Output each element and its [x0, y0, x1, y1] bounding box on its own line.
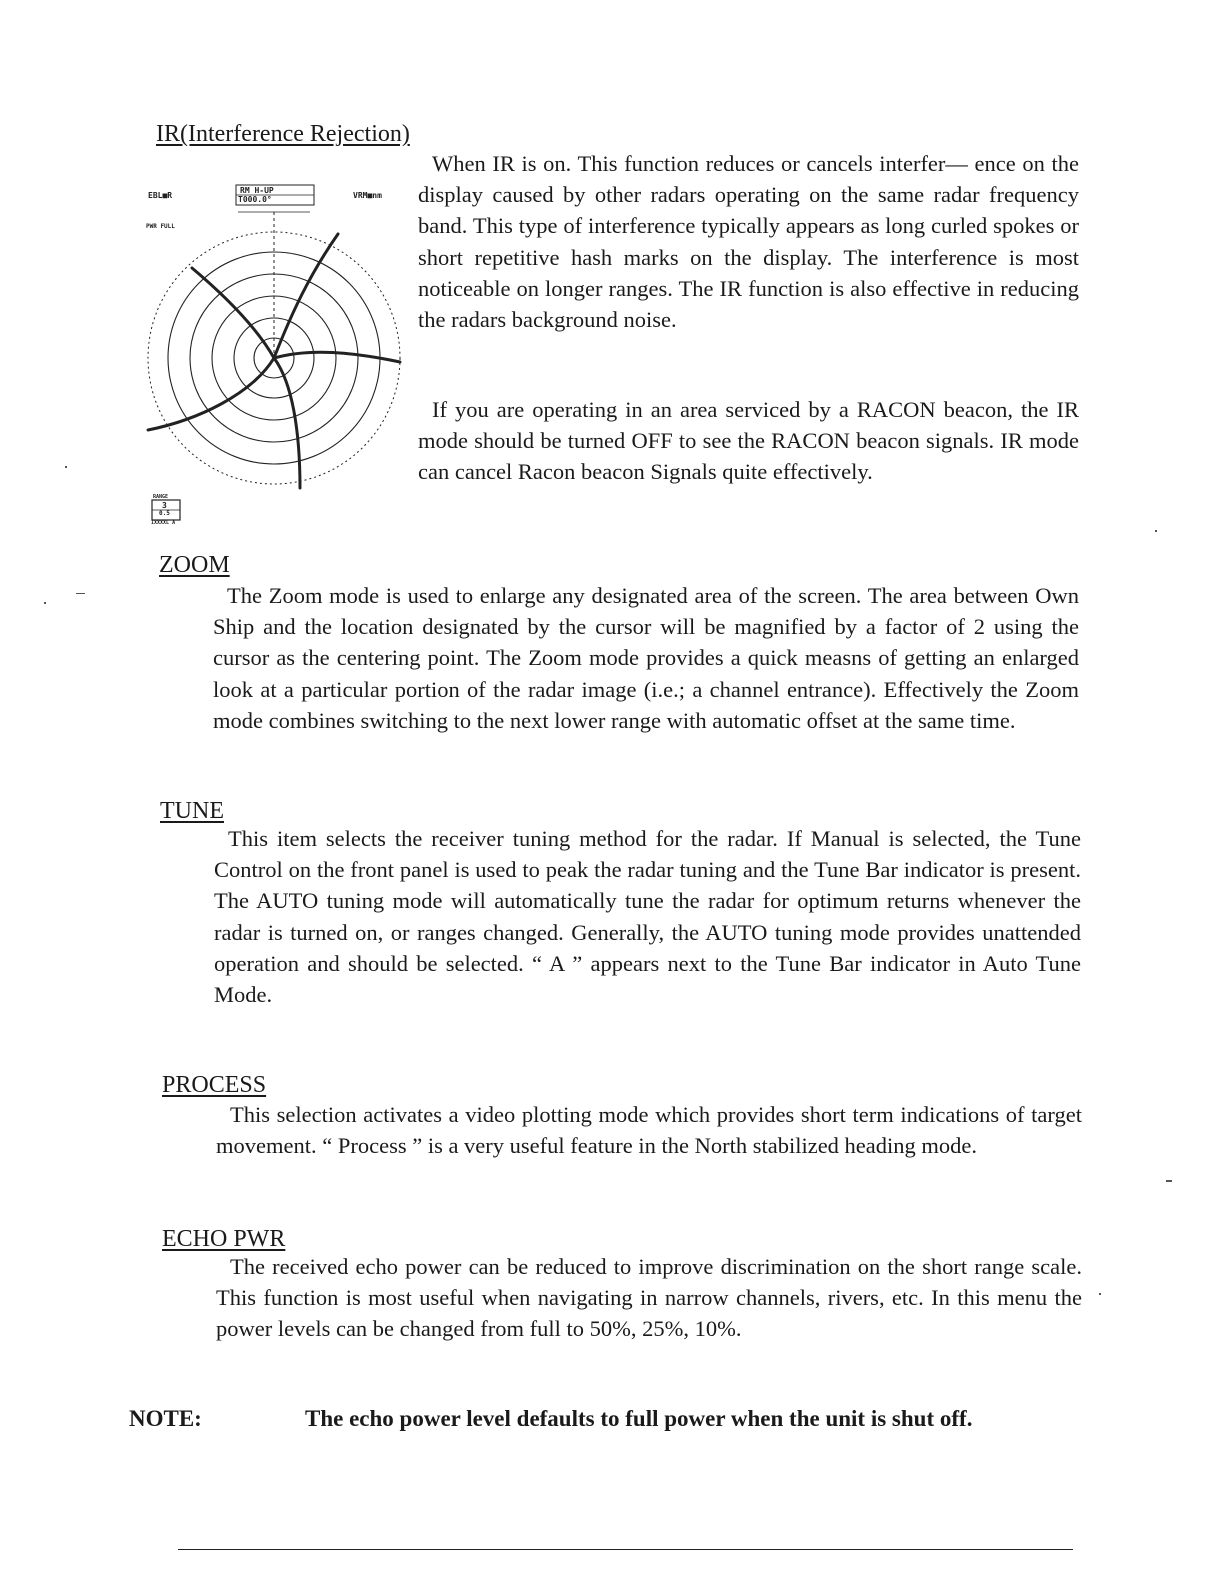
scan-speck — [76, 593, 85, 594]
heading-mode-label: RM H-UP — [240, 186, 274, 195]
ir-section-heading: IR(Interference Rejection) — [156, 121, 410, 147]
note-label: NOTE: — [129, 1406, 202, 1431]
scan-speck — [44, 602, 46, 604]
ebl-label: EBL■R — [148, 191, 173, 200]
echo-pwr-section-heading: ECHO PWR — [162, 1226, 286, 1252]
zoom-paragraph: The Zoom mode is used to enlarge any designated area of the screen. The area between Own Ship and the location designated by the cursor will be magnified by a factor of 2 using the cursor as the centering point. The Zoom mode provides a quick measns of getting an enlarged look at a particular portion of the radar image (i.e.; a channel entrance). Effectively the Zoom mode combines switching to the next lower range with automatic offset at the same time. — [213, 583, 1079, 733]
interference-spoke-3 — [274, 352, 400, 362]
note-text: The echo power level defaults to full power when the unit is shut off. — [305, 1406, 973, 1431]
note-block — [129, 1402, 1097, 1435]
bearing-readout: T000.0° — [238, 195, 272, 204]
radar-ppi-scope — [142, 182, 412, 530]
range-value: 3 — [162, 501, 167, 510]
footer-divider — [178, 1549, 1073, 1550]
process-paragraph: This selection activates a video plotting mode which provides short term indications of target movement. “ Process ” is a very useful feature in the North stabilized heading mode. — [216, 1102, 1082, 1159]
scan-speck — [1155, 530, 1157, 532]
echo-pwr-paragraph: The received echo power can be reduced to improve discrimination on the short range scale. This function is most useful when navigating in narrow channels, rivers, etc. In this menu the power levels can be changed from full to 50%, 25%, 10%. — [216, 1254, 1082, 1342]
zoom-section-heading: ZOOM — [159, 552, 230, 578]
tune-paragraph: This item selects the receiver tuning method for the radar. If Manual is selected, the Tune Control on the front panel is used to peak the radar tuning and the Tune Bar indicator is present. The AUTO tuning mode will automatically tune the radar for optimum returns whenever the radar is turned on, or ranges changed. Generally, the AUTO tuning mode provides unattended operation and should be selected. “ A ” appears next to the Tune Bar indicator in Auto Tune Mode. — [214, 826, 1081, 1008]
scan-speck — [65, 466, 67, 468]
pwr-label: PWR FULL — [146, 223, 175, 230]
tune-section-heading: TUNE — [160, 798, 224, 824]
range-sub-value: 0.5 — [159, 510, 170, 517]
scan-speck — [1166, 1180, 1172, 1182]
interference-spoke-2 — [192, 268, 274, 358]
interference-spoke-4 — [148, 358, 274, 430]
ir-paragraph-2: If you are operating in an area serviced by a RACON beacon, the IR mode should be turned OFF to see the RACON beacon signals. IR mode can cancel Racon beacon Signals quite effectively. — [418, 397, 1079, 485]
range-label: RANGE — [153, 494, 169, 500]
ir-paragraph-1: When IR is on. This function reduces or cancels interfer— ence on the display caused by other radars operating on the same radar frequency band. This type of interference typically appears as long curled spokes or short repetitive hash marks on the display. The interference is most noticeable on longer ranges. The IR function is also effective in reducing the radars background noise. — [418, 151, 1079, 333]
vrm-label: VRM■nm — [353, 191, 382, 200]
radar-display-figure — [142, 182, 412, 530]
mode-label: IXXXXL A — [151, 520, 176, 526]
process-section-heading: PROCESS — [162, 1072, 267, 1098]
scan-speck — [1099, 1293, 1101, 1295]
